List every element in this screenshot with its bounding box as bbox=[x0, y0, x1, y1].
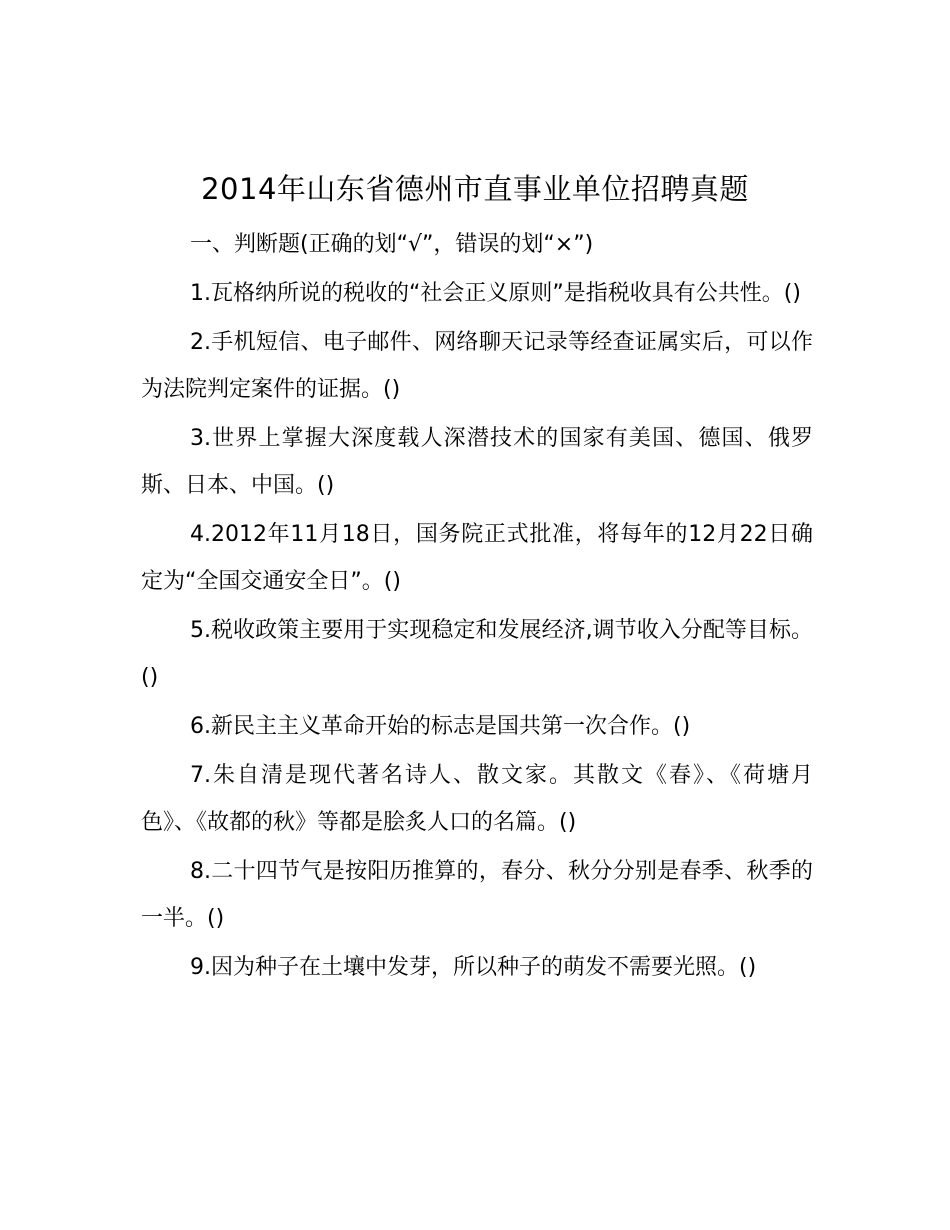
question-item: 3.世界上掌握大深度载人深潜技术的国家有美国、德国、俄罗斯、日本、中国。() bbox=[141, 426, 813, 498]
question-item: 2.手机短信、电子邮件、网络聊天记录等经查证属实后，可以作为法院判定案件的证据。() bbox=[141, 330, 813, 402]
question-item: 1.瓦格纳所说的税收的“社会正义原则”是指税收具有公共性。() bbox=[190, 281, 801, 306]
question-item: 7.朱自清是现代著名诗人、散文家。其散文《春》、《荷塘月色》、《故都的秋》等都是脍炙人口的名篇。() bbox=[141, 763, 813, 835]
question-item: 9.因为种子在土壤中发芽，所以种子的萌发不需要光照。() bbox=[190, 955, 757, 980]
question-item: 4.2012年11月18日，国务院正式批准，将每年的12月22日确定为“全国交通安全日”。() bbox=[141, 522, 813, 594]
page-title: 2014年山东省德州市直事业单位招聘真题 bbox=[201, 172, 749, 206]
question-item: 5.税收政策主要用于实现稳定和发展经济,调节收入分配等目标。() bbox=[141, 618, 813, 690]
question-item: 8.二十四节气是按阳历推算的，春分、秋分分别是春季、秋季的一半。() bbox=[141, 859, 813, 931]
document-body bbox=[141, 221, 813, 993]
question-item: 6.新民主主义革命开始的标志是国共第一次合作。() bbox=[190, 714, 691, 739]
section-heading: 一、判断题(正确的划“√”，错误的划“×”) bbox=[190, 232, 594, 257]
